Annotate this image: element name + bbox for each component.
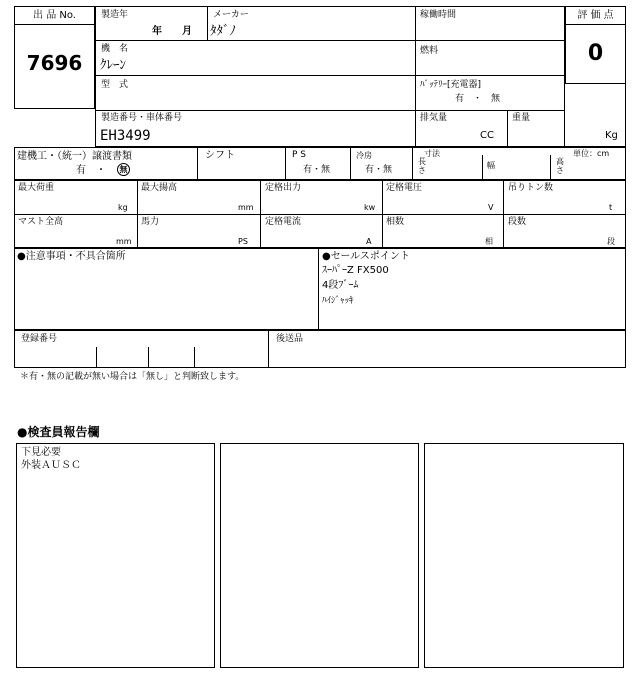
cooling-options: 有・無	[365, 165, 393, 175]
lot-number-label: 出 品 No.	[33, 10, 76, 21]
year-label: 製造年	[101, 10, 129, 20]
spec-lift-tons-unit: t	[609, 203, 613, 212]
dims-unit: 単位：cm	[573, 149, 610, 158]
maker-value: ﾀﾀﾞﾉ	[210, 24, 236, 39]
ps-options: 有・無	[303, 165, 331, 175]
sales-point-2: 4段ﾌﾞｰﾑ	[322, 280, 359, 291]
inspector-box-3	[424, 443, 624, 668]
spec-stages-unit: 段	[607, 237, 615, 246]
spec-mast-height-label: マスト全高	[18, 217, 64, 227]
post-items-label: 後送品	[276, 334, 304, 344]
type-label: 型 式	[101, 80, 129, 90]
inspector-line-1: 下見必要	[21, 447, 61, 458]
spec-rated-output-label: 定格出力	[265, 183, 302, 193]
spec-rated-voltage-unit: V	[488, 203, 494, 212]
inspector-line-2: 外装ＡＵＳＣ	[21, 460, 81, 471]
rating-value: 0	[587, 41, 604, 66]
serial-value: EH3499	[100, 128, 151, 144]
defects-label: ●注意事項・不具合箇所	[17, 251, 126, 262]
spec-max-lift-unit: mm	[238, 203, 254, 212]
serial-label: 製造番号・車体番号	[101, 113, 183, 123]
weight-label: 重量	[512, 113, 531, 123]
cooling-label: 冷房	[356, 151, 372, 160]
spec-stages-label: 段数	[508, 217, 527, 227]
spec-phases-label: 相数	[386, 217, 405, 227]
registration-grid	[14, 330, 626, 368]
spec-horsepower-unit: PS	[238, 237, 248, 246]
sales-point-1: ｽｰﾊﾟｰZ FX500	[322, 265, 389, 276]
docs-label: 建機工・（統一）譲渡書類	[17, 151, 132, 162]
sales-point-3: ﾊｲｼﾞｬｯｷ	[322, 296, 354, 306]
lot-number: 7696	[26, 51, 83, 75]
spec-max-load-unit: kg	[118, 203, 128, 212]
spec-phases-unit: 相	[485, 237, 493, 246]
inspector-box-1	[16, 443, 215, 668]
docs-yes: 有 ・	[76, 165, 106, 176]
displacement-label: 排気量	[420, 113, 448, 123]
docs-no-circled: 無	[117, 163, 130, 176]
spec-lift-tons-label: 吊りトン数	[508, 183, 554, 193]
inspector-title: ●検査員報告欄	[17, 425, 100, 439]
height-label: 高 さ	[556, 157, 564, 175]
spec-max-load-label: 最大荷重	[18, 183, 55, 193]
year-suffix: 年 月	[152, 26, 192, 37]
spec-rated-current-unit: A	[366, 237, 372, 246]
registration-label: 登録番号	[21, 334, 58, 344]
hours-label: 稼働時間	[420, 10, 457, 20]
model-name-value: ｸﾚｰﾝ	[100, 58, 126, 73]
spec-rated-voltage-label: 定格電圧	[386, 183, 423, 193]
rating-label: 評 価 点	[577, 10, 614, 21]
footnote: ＊有・無の記載が無い場合は「無し」と判断致します。	[20, 372, 245, 382]
ps-label: P S	[292, 150, 307, 160]
length-label: 長 さ	[418, 157, 426, 175]
fuel-label: 燃料	[420, 46, 439, 56]
spec-rated-output-unit: kw	[364, 203, 376, 212]
shift-label: シフト	[205, 150, 235, 161]
weight-unit: Kg	[605, 130, 618, 141]
width-label: 幅	[487, 161, 495, 170]
spec-rated-current-label: 定格電流	[265, 217, 302, 227]
battery-options: 有 ・ 無	[455, 94, 501, 104]
maker-label: メーカー	[213, 10, 249, 20]
spec-max-lift-label: 最大揚高	[141, 183, 178, 193]
spec-horsepower-label: 馬力	[141, 217, 160, 227]
model-name-label: 機 名	[101, 44, 129, 54]
inspector-box-2	[220, 443, 419, 668]
displacement-unit: CC	[480, 130, 494, 141]
dims-label: 寸法	[424, 149, 440, 158]
sales-points-label: ●セールスポイント	[322, 251, 410, 262]
spec-mast-height-unit: mm	[116, 237, 132, 246]
battery-label: ﾊﾞｯﾃﾘｰ[充電器]	[420, 80, 482, 90]
